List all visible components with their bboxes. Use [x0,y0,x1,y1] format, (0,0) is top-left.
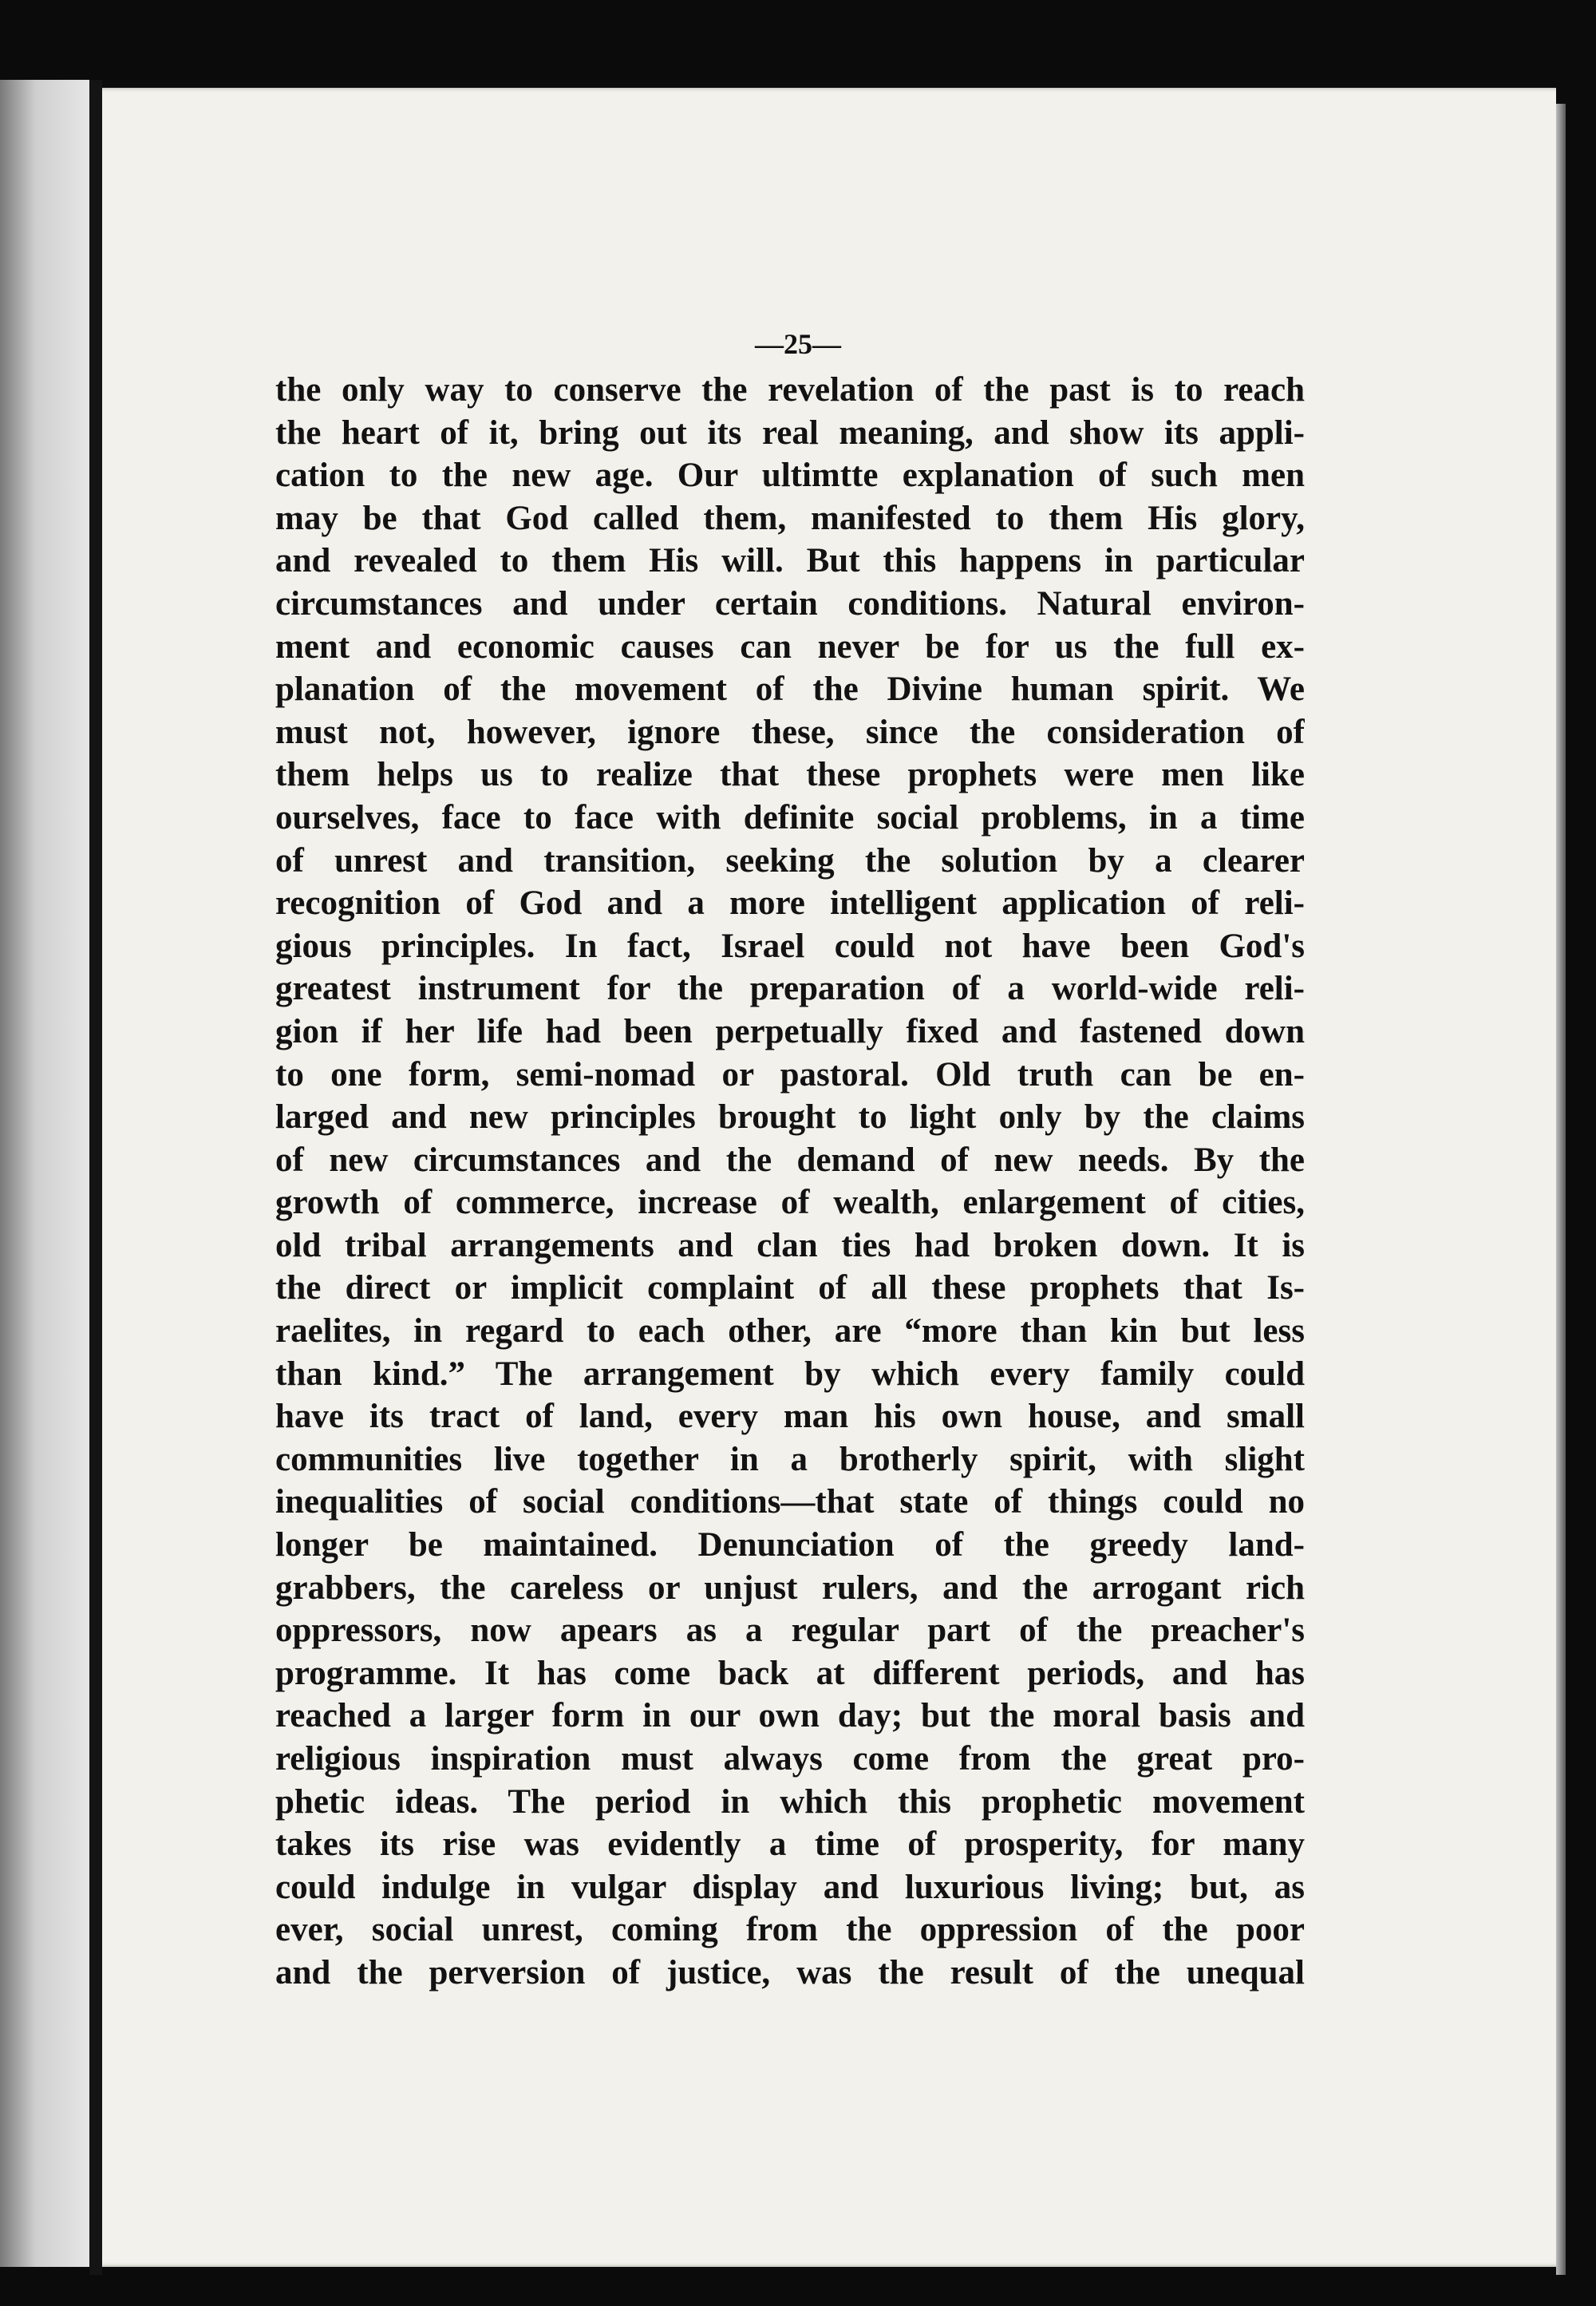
page-gutter-shadow [89,80,102,2275]
text-line: ment and economic causes can never be for us the full ex- [275,627,1305,666]
text-line: religious inspiration must always come from the great pro- [275,1740,1305,1778]
facing-page-edge [0,80,89,2267]
text-line: recognition of God and a more intelligent application of reli- [275,884,1305,923]
text-line: may be that God called them, manifested to them His glory, [275,499,1305,537]
body-text [275,369,1305,1995]
text-line: cation to the new age. Our ultimtte explanation of such men [275,457,1305,495]
text-line: the only way to conserve the revelation of the past is to reach [275,371,1305,409]
page-number: —25— [755,328,841,360]
text-line: have its tract of land, every man his own house, and small [275,1398,1305,1436]
text-line: to one form, semi-nomad or pastoral. Old truth can be en- [275,1055,1305,1094]
text-line: larged and new principles brought to light only by the claims [275,1098,1305,1137]
text-line: reached a larger form in our own day; but the moral basis and [275,1697,1305,1735]
text-line: circumstances and under certain conditions. Natural environ- [275,584,1305,623]
text-line: planation of the movement of the Divine human spirit. We [275,670,1305,709]
text-line: phetic ideas. The period in which this prophetic movement [275,1782,1305,1821]
text-line: growth of commerce, increase of wealth, enlargement of cities, [275,1184,1305,1222]
text-line: takes its rise was evidently a time of prosperity, for many [275,1825,1305,1864]
text-line: grabbers, the careless or unjust rulers, and the arrogant rich [275,1568,1305,1607]
text-line: them helps us to realize that these prophets were men like [275,756,1305,794]
text-line: of unrest and transition, seeking the solution by a clearer [275,841,1305,880]
text-line: old tribal arrangements and clan ties had broken down. It is [275,1226,1305,1264]
text-line: inequalities of social conditions—that state of things could no [275,1483,1305,1521]
text-line: gion if her life had been perpetually fixed and fastened down [275,1012,1305,1050]
text-line: of new circumstances and the demand of new needs. By the [275,1141,1305,1179]
text-line: ever, social unrest, coming from the oppression of the poor [275,1911,1305,1949]
text-line: and the perversion of justice, was the result of the unequal [275,1953,1305,1992]
text-line: ourselves, face to face with definite social problems, in a time [275,798,1305,837]
text-line: could indulge in vulgar display and luxurious living; but, as [275,1868,1305,1906]
text-line: longer be maintained. Denunciation of the greedy land- [275,1526,1305,1564]
text-line: communities live together in a brotherly spirit, with slight [275,1440,1305,1478]
text-line: and revealed to them His will. But this happens in particular [275,542,1305,580]
text-line: than kind.” The arrangement by which every family could [275,1355,1305,1393]
text-line: the heart of it, bring out its real meaning, and show its appli- [275,413,1305,452]
text-line: oppressors, now apears as a regular part of the preacher's [275,1612,1305,1650]
text-line: the direct or implicit complaint of all these prophets that Is- [275,1269,1305,1307]
text-line: gious principles. In fact, Israel could not have been God's [275,927,1305,965]
page-right-edge [1556,104,1566,2275]
text-line: programme. It has come back at different periods, and has [275,1654,1305,1692]
text-line: must not, however, ignore these, since the consideration of [275,713,1305,751]
text-line: raelites, in regard to each other, are “more than kin but less [275,1312,1305,1351]
text-line: greatest instrument for the preparation of a world-wide reli- [275,970,1305,1008]
